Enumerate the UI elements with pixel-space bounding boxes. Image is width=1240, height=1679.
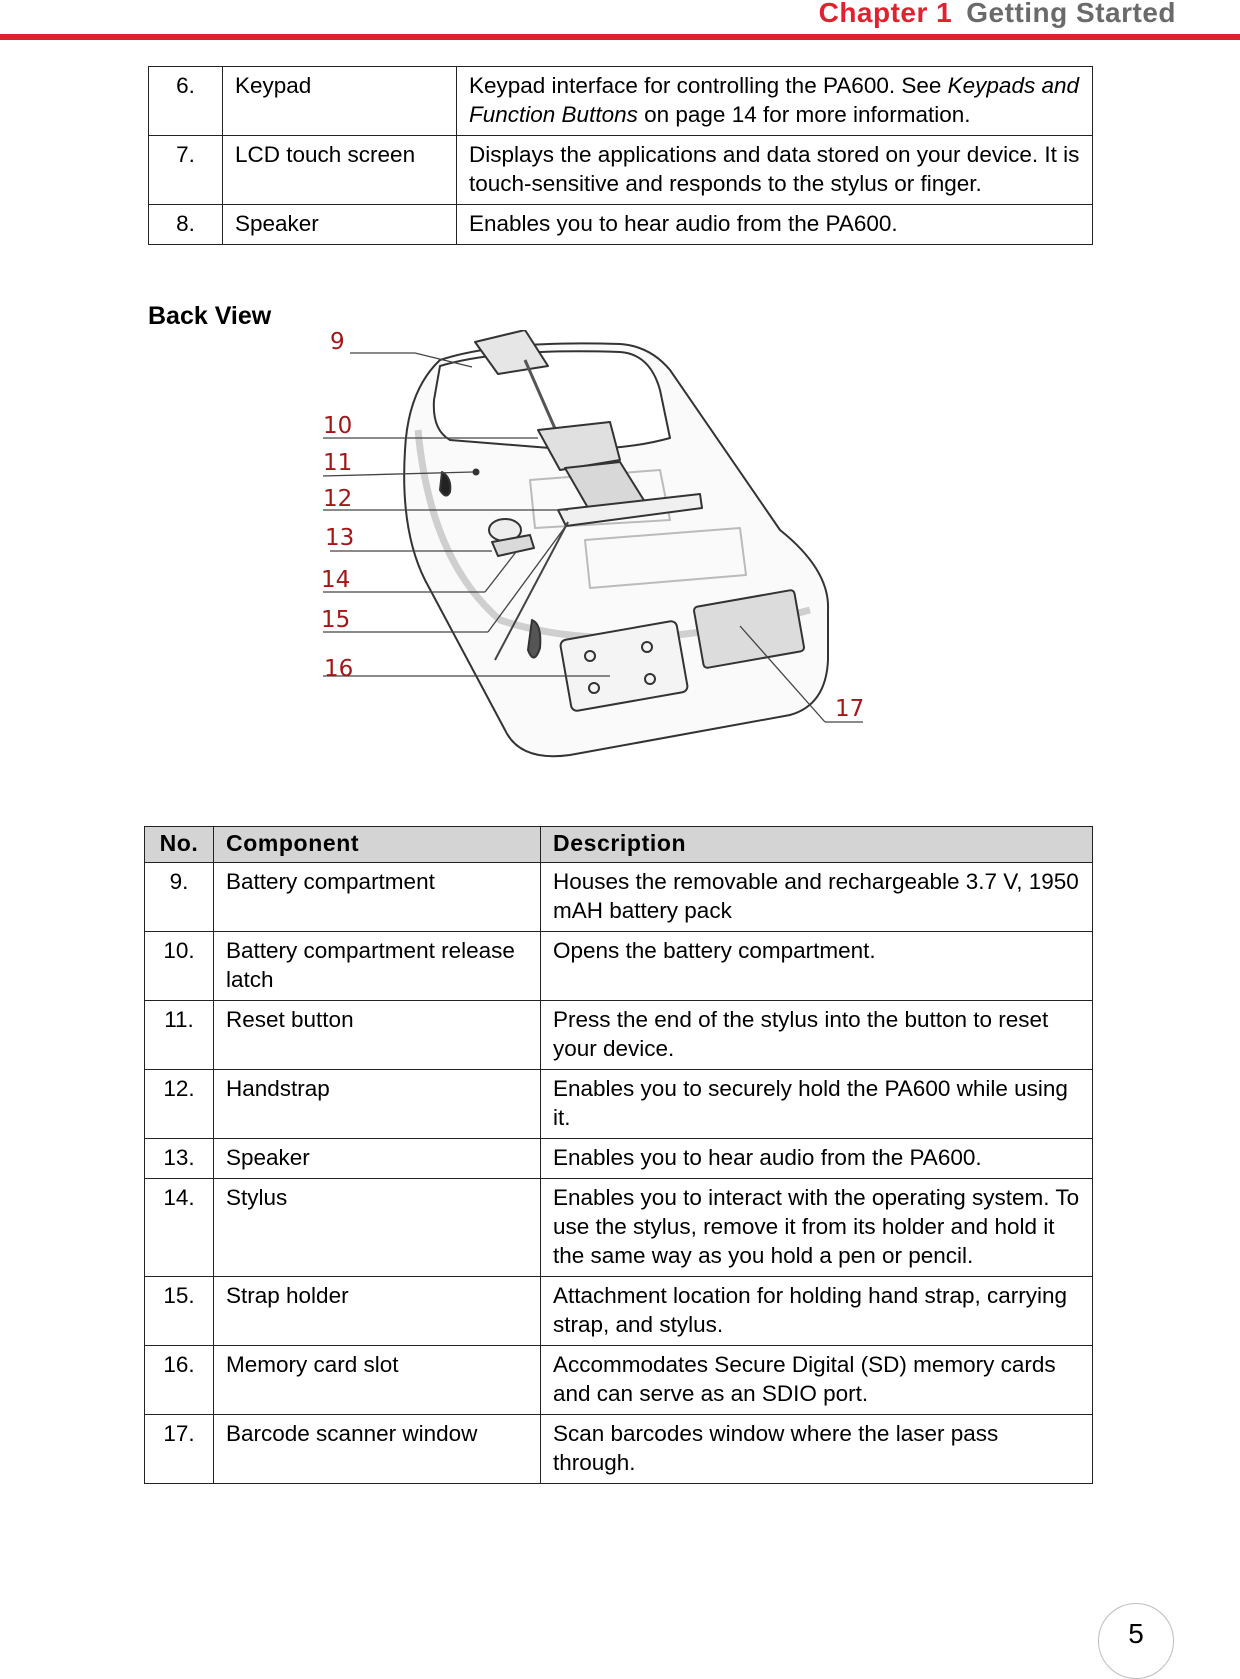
row-number: 6. <box>149 67 223 136</box>
row-number: 14. <box>145 1179 214 1277</box>
callout-14: 14 <box>321 567 351 593</box>
component-description: Displays the applications and data stored on your device. It is touch-sensitive and responds to the stylus or finger. <box>457 136 1093 205</box>
header-component: Component <box>214 827 541 863</box>
callout-17: 17 <box>835 696 865 722</box>
device-back-view-illustration <box>320 330 920 770</box>
component-description: Keypad interface for controlling the PA600. See Keypads and Function Buttons on page 14 for more information. <box>457 67 1093 136</box>
table-row <box>149 136 1093 205</box>
callout-10: 10 <box>323 413 353 439</box>
component-name: Barcode scanner window <box>214 1415 541 1484</box>
component-name: Battery compartment release latch <box>214 932 541 1001</box>
component-description: Enables you to hear audio from the PA600. <box>457 205 1093 245</box>
row-number: 11. <box>145 1001 214 1070</box>
component-description: Press the end of the stylus into the button to reset your device. <box>541 1001 1093 1070</box>
row-number: 12. <box>145 1070 214 1139</box>
page-number-badge <box>1098 1603 1174 1679</box>
component-description: Scan barcodes window where the laser pass through. <box>541 1415 1093 1484</box>
component-description: Enables you to interact with the operating system. To use the stylus, remove it from its holder and hold it the same way as you hold a pen or pencil. <box>541 1179 1093 1277</box>
table-row <box>145 1139 1093 1179</box>
table-row <box>149 67 1093 136</box>
callout-12: 12 <box>323 486 353 512</box>
cross-reference: Keypads and Function Buttons <box>469 73 1079 127</box>
row-number: 8. <box>149 205 223 245</box>
page-number: 5 <box>1128 1618 1144 1649</box>
row-number: 15. <box>145 1277 214 1346</box>
reset-button <box>474 470 479 475</box>
component-description: Attachment location for holding hand strap, carrying strap, and stylus. <box>541 1277 1093 1346</box>
table-header-row <box>145 827 1093 863</box>
component-name: Memory card slot <box>214 1346 541 1415</box>
component-name: Speaker <box>223 205 457 245</box>
running-header <box>819 0 1176 32</box>
back-view-table <box>144 826 1093 1484</box>
component-name: LCD touch screen <box>223 136 457 205</box>
header-no: No. <box>145 827 214 863</box>
callout-15: 15 <box>321 607 351 633</box>
front-view-table <box>148 66 1093 245</box>
callout-13: 13 <box>325 525 355 551</box>
table-row <box>149 205 1093 245</box>
table-row <box>145 1070 1093 1139</box>
component-name: Stylus <box>214 1179 541 1277</box>
component-name: Battery compartment <box>214 863 541 932</box>
callout-9: 9 <box>330 330 345 355</box>
component-name: Speaker <box>214 1139 541 1179</box>
chapter-label: Chapter 1 <box>818 0 953 28</box>
component-description: Enables you to hear audio from the PA600. <box>541 1139 1093 1179</box>
component-description: Enables you to securely hold the PA600 while using it. <box>541 1070 1093 1139</box>
callout-16: 16 <box>324 656 354 682</box>
row-number: 16. <box>145 1346 214 1415</box>
callout-11: 11 <box>323 450 353 476</box>
component-name: Reset button <box>214 1001 541 1070</box>
table-row <box>145 1277 1093 1346</box>
table-row <box>145 863 1093 932</box>
chapter-title: Getting Started <box>966 0 1176 28</box>
component-description: Opens the battery compartment. <box>541 932 1093 1001</box>
table-row <box>145 1346 1093 1415</box>
table-row <box>145 1415 1093 1484</box>
row-number: 13. <box>145 1139 214 1179</box>
component-name: Strap holder <box>214 1277 541 1346</box>
row-number: 7. <box>149 136 223 205</box>
component-name: Keypad <box>223 67 457 136</box>
component-description: Houses the removable and rechargeable 3.7 V, 1950 mAH battery pack <box>541 863 1093 932</box>
table-row <box>145 1001 1093 1070</box>
row-number: 9. <box>145 863 214 932</box>
component-name: Handstrap <box>214 1070 541 1139</box>
row-number: 10. <box>145 932 214 1001</box>
row-number: 17. <box>145 1415 214 1484</box>
header-rule <box>0 34 1240 40</box>
section-heading: Back View <box>148 302 272 330</box>
component-description: Accommodates Secure Digital (SD) memory cards and can serve as an SDIO port. <box>541 1346 1093 1415</box>
table-row <box>145 1179 1093 1277</box>
table-row <box>145 932 1093 1001</box>
header-description: Description <box>541 827 1093 863</box>
